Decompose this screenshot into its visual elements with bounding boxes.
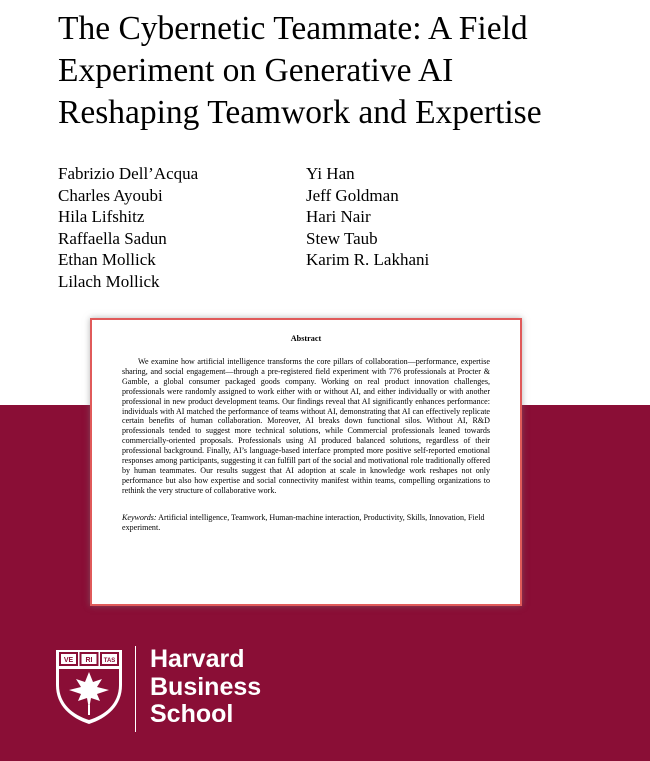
author-name: Raffaella Sadun xyxy=(58,228,167,248)
author-name: Hila Lifshitz xyxy=(58,207,145,227)
author-name: Fabrizio Dell’Acqua xyxy=(58,164,199,183)
title-line: The Cybernetic Teammate: A Field xyxy=(58,10,528,47)
paper-title xyxy=(58,8,628,134)
keywords-line xyxy=(122,513,490,533)
hbs-shield-logo xyxy=(55,649,123,725)
shield-book-text: RI xyxy=(85,657,93,664)
wordmark-line: Harvard xyxy=(150,645,245,673)
title-line: Experiment on Generative AI xyxy=(58,52,454,89)
author-name: Jeff Goldman xyxy=(306,185,399,205)
shield-book-text: TAS xyxy=(103,658,116,664)
author-list-right xyxy=(306,163,429,271)
keywords-label: Keywords: xyxy=(122,512,157,522)
abstract-body: We examine how artificial intelligence transforms the core pillars of collaboration—performance, expertise sharing, and social engagement—through a pre-registered field experiment with 776 professionals at Procter & Gamble, a global consumer packaged goods company. Working on real product innovation challenges, professionals were randomly assigned to work either with or without AI, and either individually or with another professional in new product development teams. Our findings reveal that AI significantly enhances performance: individuals with AI matched the performance of teams without AI, demonstrating that AI can effectively replicate certain benefits of human collaboration. Moreover, AI breaks down functional silos. Without AI, R&D professionals tended to suggest more technical solutions, while Commercial professionals leaned towards commercially-oriented proposals. Professionals using AI produced balanced solutions, regardless of their professional background. Finally, AI’s language-based interface prompted more positive self-reported emotional responses among participants, suggesting it can fulfill part of the social and motivational role traditionally offered by human teammates. Our results suggest that AI adoption at scale in knowledge work reshapes not only performance but also how expertise and social connectivity manifest within teams, compelling organizations to rethink the very structure of collaborative work. xyxy=(122,357,490,495)
author-name: Ethan Mollick xyxy=(58,250,156,270)
author-list-left xyxy=(58,163,198,293)
abstract-heading: Abstract xyxy=(290,334,322,343)
wordmark-line: School xyxy=(150,700,234,728)
author-name: Charles Ayoubi xyxy=(58,185,163,205)
shield-book-text: VE xyxy=(63,657,74,664)
title-line: Reshaping Teamwork and Expertise xyxy=(58,94,542,131)
author-name: Karim R. Lakhani xyxy=(306,250,430,270)
hbs-wordmark xyxy=(150,646,261,729)
author-name: Yi Han xyxy=(306,164,355,183)
author-name: Lilach Mollick xyxy=(58,271,160,291)
logo-divider xyxy=(135,646,136,732)
keywords-text: Artificial intelligence, Teamwork, Human-machine interaction, Productivity, Skills, Innovation, Field experiment. xyxy=(122,512,485,532)
author-name: Stew Taub xyxy=(306,228,378,248)
abstract-card xyxy=(90,318,522,606)
author-name: Hari Nair xyxy=(306,207,371,227)
wordmark-line: Business xyxy=(150,672,262,701)
